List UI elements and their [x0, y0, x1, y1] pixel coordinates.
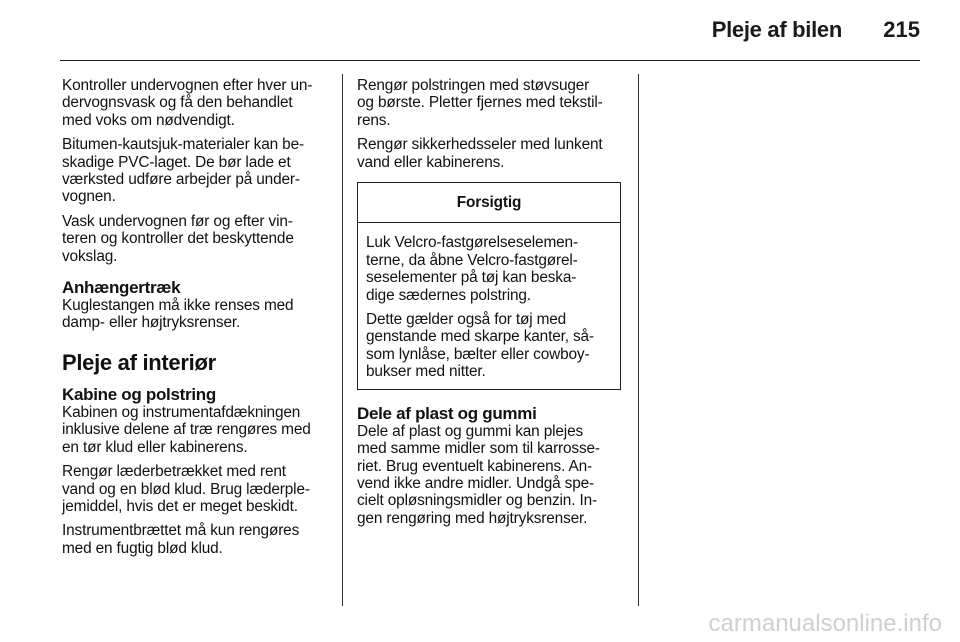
text-line: damp- eller højtryksrenser. [62, 314, 241, 332]
paragraph [357, 423, 627, 527]
section-heading: Pleje af interiør [62, 349, 216, 375]
text-line: Kontroller undervognen efter hver un- [62, 77, 313, 94]
text-line: rens. [357, 111, 391, 129]
paragraph [366, 311, 612, 381]
text-line: en tør klud eller kabinerens. [62, 438, 248, 456]
header-rule [60, 60, 920, 61]
text-line: Rengør sikkerhedsseler med lunkent [357, 136, 603, 154]
text-line: vand eller kabinerens. [357, 153, 505, 171]
heading-plastic-rubber: Dele af plast og gummi [357, 403, 537, 423]
text-line: dige sædernes polstring. [366, 286, 531, 304]
text-line: riet. Brug eventuelt kabinerens. An- [357, 457, 593, 475]
paragraph [62, 297, 332, 332]
text-line: vand og en blød klud. Brug læderple- [62, 480, 310, 498]
paragraph [62, 77, 332, 129]
paragraph [357, 77, 627, 129]
text-line: som lynlåse, bælter eller cowboy- [366, 345, 590, 363]
text-line: Vask undervognen før og efter vin- [62, 212, 293, 230]
text-line: teren og kontroller det beskyttende [62, 230, 294, 248]
text-line: seselementer på tøj kan beska- [366, 269, 577, 287]
header-title: Pleje af bilen [711, 17, 842, 42]
text-line: med en fugtig blød klud. [62, 539, 223, 557]
left-column [62, 77, 332, 564]
caution-body [358, 223, 620, 388]
text-line: med voks om nødvendigt. [62, 111, 235, 129]
text-line: dervognsvask og få den behandlet [62, 94, 293, 112]
text-line: inklusive delene af træ rengøres med [62, 421, 311, 439]
text-line: Rengør polstringen med støvsuger [357, 77, 590, 94]
page-number: 215 [883, 17, 920, 42]
caution-box [357, 182, 621, 390]
paragraph [357, 136, 627, 171]
text-line: jemiddel, hvis det er meget beskidt. [62, 497, 298, 515]
text-line: terne, da åbne Velcro-fastgørel- [366, 251, 578, 269]
text-line: skadige PVC-laget. De bør lade et [62, 153, 291, 171]
text-line: værksted udføre arbejder på under- [62, 171, 300, 189]
text-line: Kabinen og instrumentafdækningen [62, 403, 301, 421]
text-line: Rengør læderbetrækket med rent [62, 463, 286, 481]
text-line: genstande med skarpe kanter, så- [366, 328, 594, 346]
text-line: Dette gælder også for tøj med [366, 311, 567, 329]
text-line: vognen. [62, 188, 116, 206]
paragraph [366, 234, 612, 304]
text-line: og børste. Pletter fjernes med tekstil- [357, 94, 603, 112]
text-line: Kuglestangen må ikke renses med [62, 297, 294, 315]
paragraph [62, 522, 332, 557]
text-line: vokslag. [62, 247, 118, 265]
paragraph [62, 463, 332, 515]
middle-column [357, 77, 627, 534]
text-line: cielt opløsningsmidler og benzin. In- [357, 492, 597, 510]
text-line: Dele af plast og gummi kan plejes [357, 422, 584, 440]
caution-title: Forsigtig [358, 183, 620, 223]
text-line: vend ikke andre midler. Undgå spe- [357, 474, 595, 492]
text-line: Instrumentbrættet må kun rengøres [62, 522, 300, 540]
watermark: carmanualsonline.info [708, 610, 942, 637]
heading-trailer-hitch: Anhængertræk [62, 278, 181, 298]
column-divider-2 [638, 74, 639, 606]
paragraph [62, 136, 332, 206]
text-line: bukser med nitter. [366, 363, 486, 381]
column-divider-1 [342, 74, 343, 606]
heading-cabin: Kabine og polstring [62, 384, 216, 404]
text-line: Luk Velcro-fastgørelseselemen- [366, 234, 578, 252]
paragraph [62, 213, 332, 265]
text-line: Bitumen-kautsjuk-materialer kan be- [62, 136, 304, 154]
paragraph [62, 404, 332, 456]
text-line: med samme midler som til karrosse- [357, 440, 600, 458]
text-line: gen rengøring med højtryksrenser. [357, 509, 588, 527]
